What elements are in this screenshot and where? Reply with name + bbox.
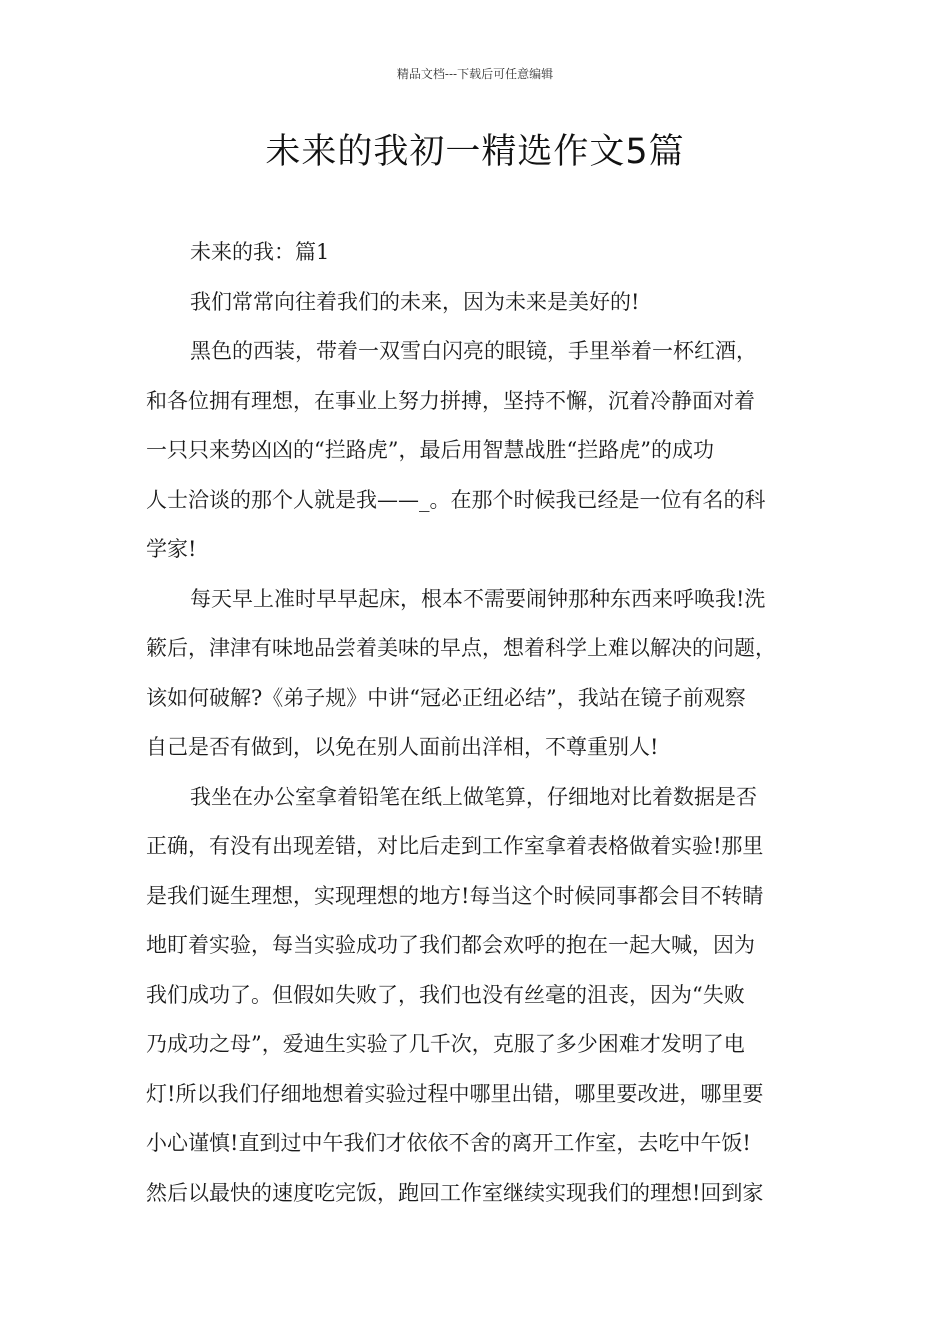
text-line: 学家! xyxy=(146,537,197,561)
text-line: 人士洽谈的那个人就是我——_。在那个时候我已经是一位有名的科 xyxy=(146,487,766,512)
text-line: 地盯着实验，每当实验成功了我们都会欢呼的抱在一起大喊，因为 xyxy=(146,933,755,957)
text-line: 乃成功之母”，爱迪生实验了几千次，克服了多少困难才发明了电 xyxy=(146,1032,745,1056)
page-header-note: 精品文档---下载后可任意编辑 xyxy=(396,67,554,81)
paragraph xyxy=(146,773,822,1219)
text-line: 自己是否有做到，以免在别人面前出洋相，不尊重别人! xyxy=(146,735,659,759)
text-line: 正确，有没有出现差错，对比后走到工作室拿着表格做着实验!那里 xyxy=(146,834,764,858)
text-line: 灯!所以我们仔细地想着实验过程中哪里出错，哪里要改进，哪里要 xyxy=(146,1081,764,1106)
text-line: 我坐在办公室拿着铅笔在纸上做笔算，仔细地对比着数据是否 xyxy=(190,784,757,809)
text-line: 我们常常向往着我们的未来，因为未来是美好的! xyxy=(190,289,640,314)
paragraph-section-heading xyxy=(146,228,822,278)
text-line: 我们成功了。但假如失败了，我们也没有丝毫的沮丧，因为“失败 xyxy=(146,982,745,1007)
text-line: 是我们诞生理想，实现理想的地方!每当这个时候同事都会目不转睛 xyxy=(146,883,764,908)
text-line: 簌后，津津有味地品尝着美味的早点，想着科学上难以解决的问题， xyxy=(146,636,776,660)
document-title: 未来的我初一精选作文5篇 xyxy=(265,132,685,172)
text-line: 黑色的西装，带着一双雪白闪亮的眼镜，手里举着一杯红酒， xyxy=(190,339,757,363)
document-body xyxy=(146,228,822,1218)
text-line: 和各位拥有理想，在事业上努力拼搏，坚持不懈，沉着冷静面对着 xyxy=(146,388,755,413)
paragraph xyxy=(146,278,822,328)
text-line: 未来的我：篇1 xyxy=(190,240,330,264)
text-line: 一只只来势凶凶的“拦路虎”，最后用智慧战胜“拦路虎”的成功 xyxy=(146,438,714,462)
text-line: 然后以最快的速度吃完饭，跑回工作室继续实现我们的理想!回到家 xyxy=(146,1180,764,1205)
text-line: 小心谨慎!直到过中午我们才依依不舍的离开工作室，去吃中午饭! xyxy=(146,1131,751,1155)
paragraph xyxy=(146,327,822,575)
paragraph xyxy=(146,575,822,773)
text-line: 该如何破解?《弟子规》中讲“冠必正纽必结”，我站在镜子前观察 xyxy=(146,685,746,710)
text-line: 每天早上准时早早起床，根本不需要闹钟那种东西来呼唤我!洗 xyxy=(190,586,766,611)
